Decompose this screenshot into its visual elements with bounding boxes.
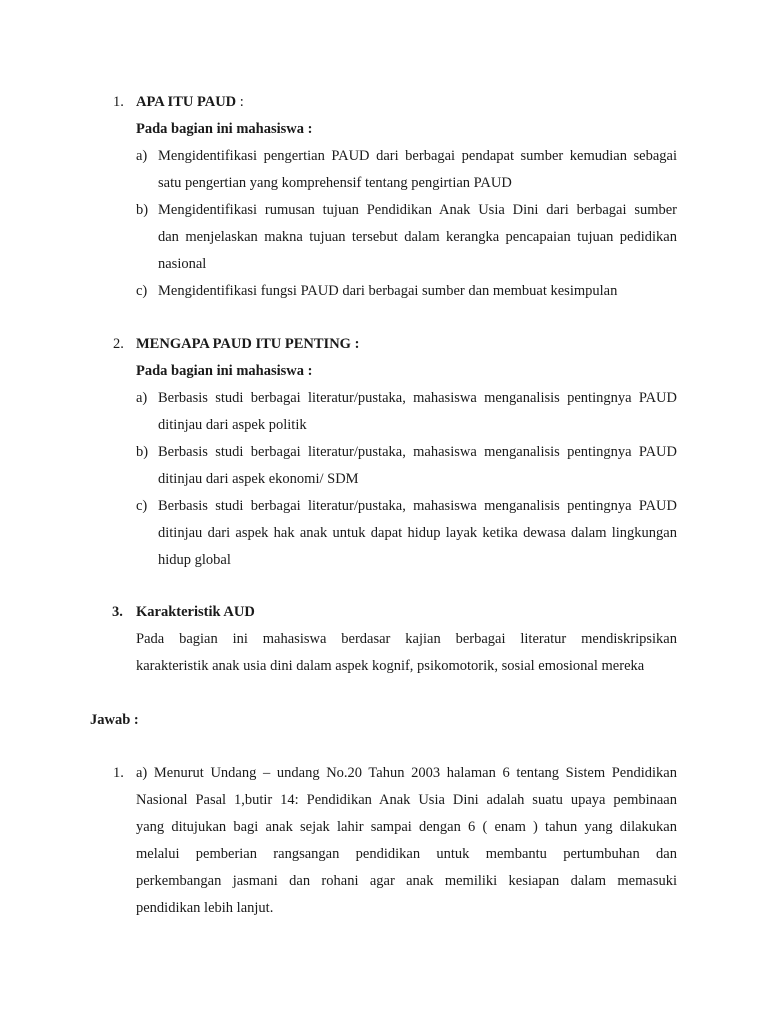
answer1-line3: yang ditujukan bagi anak sejak lahir sampai dengan 6 ( enam ) tahun yang dilakukan: [136, 819, 677, 835]
section1-item-b-line2: dan menjelaskan makna tujuan tersebut dalam kerangka pencapaian tujuan pedidikan: [158, 229, 677, 245]
section2-item-a-line2: ditinjau dari aspek politik: [158, 417, 307, 433]
section2-item-c-line2: ditinjau dari aspek hak anak untuk dapat hidup layak ketika dewasa dalam lingkungan: [158, 525, 677, 541]
section2-item-c-line1: Berbasis studi berbagai literatur/pustaka, mahasiswa menganalisis pentingnya PAUD: [158, 498, 677, 514]
section1-item-c-line1: Mengidentifikasi fungsi PAUD dari berbagai sumber dan membuat kesimpulan: [158, 283, 618, 299]
section1-item-a-letter: a): [136, 148, 148, 164]
section1-item-b-line1: Mengidentifikasi rumusan tujuan Pendidikan Anak Usia Dini dari berbagai sumber: [158, 202, 677, 218]
section3-line1: Pada bagian ini mahasiswa berdasar kajian berbagai literatur mendiskripsikan: [136, 631, 677, 647]
answer1-line4: melalui pemberian rangsangan pendidikan untuk membantu pertumbuhan dan: [136, 846, 677, 862]
section3-title: Karakteristik AUD: [136, 604, 255, 620]
section2-item-b-line2: ditinjau dari aspek ekonomi/ SDM: [158, 471, 359, 487]
section3-number: 3.: [112, 604, 123, 620]
section1-item-c-letter: c): [136, 283, 148, 299]
section2-title: MENGAPA PAUD ITU PENTING :: [136, 336, 360, 352]
section2-item-a-letter: a): [136, 390, 148, 406]
section1-number: 1.: [113, 94, 124, 110]
answer1-number: 1.: [113, 765, 124, 781]
section2-intro: Pada bagian ini mahasiswa :: [136, 363, 313, 379]
answer1-line5: perkembangan jasmani dan rohani agar anak memiliki kesiapan dalam memasuki: [136, 873, 677, 889]
answer1-line1: a) Menurut Undang – undang No.20 Tahun 2003 halaman 6 tentang Sistem Pendidikan: [136, 765, 677, 781]
section2-item-b-line1: Berbasis studi berbagai literatur/pustaka, mahasiswa menganalisis pentingnya PAUD: [158, 444, 677, 460]
section1-intro: Pada bagian ini mahasiswa :: [136, 121, 313, 137]
section3-line2: karakteristik anak usia dini dalam aspek kognif, psikomotorik, sosial emosional mereka: [136, 658, 645, 674]
section1-heading: [136, 92, 244, 112]
section1-item-b-letter: b): [136, 202, 149, 218]
answer1-line6: pendidikan lebih lanjut.: [136, 900, 274, 916]
section1-item-a-line2: satu pengertian yang komprehensif tentang pengirtian PAUD: [158, 175, 512, 191]
section2-item-c-letter: c): [136, 498, 148, 514]
section2-item-b-letter: b): [136, 444, 149, 460]
section1-item-a-line1: Mengidentifikasi pengertian PAUD dari berbagai pendapat sumber kemudian sebagai: [158, 148, 677, 164]
answer1-line2: Nasional Pasal 1,butir 14: Pendidikan Anak Usia Dini adalah suatu upaya pembinaan: [136, 792, 677, 808]
section2-item-c-line3: hidup global: [158, 552, 231, 568]
section2-item-a-line1: Berbasis studi berbagai literatur/pustaka, mahasiswa menganalisis pentingnya PAUD: [158, 390, 677, 406]
section2-number: 2.: [113, 336, 124, 352]
section1-colon: :: [236, 94, 244, 110]
jawab-label: Jawab :: [90, 712, 139, 728]
section1-item-b-line3: nasional: [158, 256, 207, 272]
section1-title: APA ITU PAUD: [136, 94, 237, 110]
